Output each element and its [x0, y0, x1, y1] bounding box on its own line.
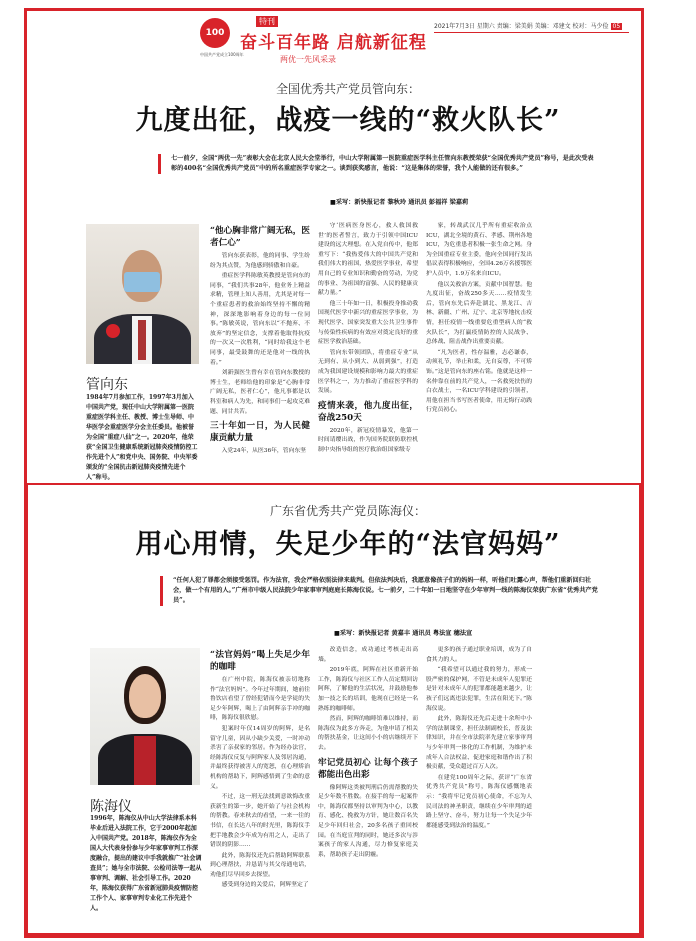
masthead-title: 奋斗百年路 启航新征程 [240, 33, 427, 53]
story1-portrait [86, 224, 199, 364]
story2-paragraph: 在建党100周年之际，获评“广东省优秀共产党员”称号，陈海仪感慨地表示：“我将牢记党员初心使命，不忘为人民司法的神圣职责，继续在少年审判的道路上坚守、奋斗，努力让每一个失足少年都能感受到法治的温度。” [426, 774, 532, 829]
story1-paragraph: 管向东带领团队，将重症专业“从无到有、从小到大、从弱到强”，打造成为我国建设规模和影响力最大的重症医学科之一，为力推动了重症医学科的发展。 [318, 349, 418, 395]
story2-headline: 用心用情，失足少年的“法官妈妈” [135, 529, 561, 560]
story2-lead: “任何人犯了罪都会须接受惩罚。作为法官，我会严格依照法律来裁判。但依法判决后，我愿意像孩子们的妈妈一样，听他们吐露心声，帮他们重新回归社会，做一个有用的人。”广州市中级人民法院少年家事审判庭庭长陈海仪说。七一前夕，二十年如一日地坚守在少年审判一线的陈海仪荣获广东省“优秀共产党员”。 [160, 576, 598, 606]
story2-paragraph: 此外，陈海仪还先后帮助阿辉联系到心理帮扶，并恳请与其父母通电话，劝他们尽早回乡去探望。 [210, 852, 310, 878]
robe-collar [134, 736, 156, 785]
story1-column-2 [318, 222, 418, 480]
story1-subhead-2: 三十年如一日，为人民健康贡献力量 [210, 421, 310, 444]
story1-subhead-3: 疫情来袭，他九度出征，奋战250天 [318, 400, 418, 423]
story2-kicker: 广东省优秀共产党员陈海仪： [269, 504, 426, 518]
special-edition-badge: 特刊 [256, 16, 278, 27]
story2-column-3 [426, 646, 532, 931]
story1-subhead-1: “他心胸非常广阔无私，医者仁心” [210, 226, 310, 248]
story1-headline: 九度出征，战疫一线的“救火队长” [135, 105, 561, 136]
story1-column-3 [426, 222, 532, 480]
story2-paragraph: 更多的孩子通过职业培训，成为了自食其力的人。 [426, 647, 532, 663]
story2-paragraph: 感受到身边的关爱后，阿辉坚定了 [221, 882, 309, 889]
story1-paragraph: 入党24年，从医36年，管向东坚 [221, 448, 306, 455]
story2-portrait [90, 648, 200, 785]
dateline-text: 2021年7月3日 星期六 责编：梁美娟 美编：邓建文 校对：马少俭 [434, 23, 609, 30]
story1-name: 管向东 [86, 377, 128, 393]
story1-byline: ■采写：新快报记者 黎秋玲 通讯员 彭福祥 梁嘉莉 [330, 199, 469, 206]
page-number: 05 [612, 23, 621, 30]
story1-paragraph: 守‘医病医身医心，救人救国救世’的医者誓言，致力于引领中国ICU建设的远大理想。在入党自传中，他郑重写下：“我热爱伟大的中国共产党和我们伟大的祖国，热爱医学事业，希望用自己的专业知识和勤奋的劳动，为党的事业、为祖国的富强、人民的健康贡献力量。” [318, 223, 418, 297]
story2-paragraph: 不过，这一刑无法找到意欲悔改重获新生的第一步，她开始了与社会机构的帮教。春来秋去的看望，一来一往的书信，在长达八年的时光里，陈海仪手把手地教会少年成为有用之人，走出了错误的阴影…… [210, 794, 310, 849]
story1-paragraph: 他以关救治方案，贡献中国智慧。他九度出征，奋战250多天……疫情发生后，管向东先后奔赴湖北、黑龙江、吉林、新疆、广州、辽宁、北京等地抗击疫情，担任疫情一线重要危重型病人的“救火队长”，为打赢疫情防控的人民战争、总体战、阻击战作出重要贡献。 [426, 281, 532, 346]
story2-bio: 1996年，陈海仪从中山大学法律系本科毕业后进入法院工作，它于2000年起加入中国共产党。2018年，陈海仪作为全国人大代表身份参与少年家事审判工作深度融合，提出的建议中手我就推广“社会调查员”；她与全市法院、公检司法等一起从事审判、调解、社会引导工作。2020年，陈海仪获得广东省新冠肺炎疫情防控工作个人、家事审判专业化工作先进个人。 [90, 815, 202, 912]
story2-paragraph: 改造信念，成功通过考核走出高墙。 [318, 647, 418, 663]
face-mask-icon [124, 272, 160, 292]
story2-name: 陈海仪 [90, 799, 132, 815]
story2-subhead-1: “法官妈妈”喝上失足少年的咖啡 [210, 650, 310, 672]
story1-bio: 1984年7月参加工作，1997年3月加入中国共产党，现任中山大学附属第一医院重症医学科主任、教授、博士生导师、中华医学会重症医学分会主任委员。他被誉为全国“重症八仙”之一。2020年，他荣获“全国卫生健康系统新冠肺炎疫情防控工作先进个人”和党中央、国务院、中央军委颁发的“全国抗击新冠肺炎疫情先进个人”称号。 [86, 394, 198, 481]
story1-paragraph: 2020年，新冠疫情暴发，他第一时间请缨出战，作为国务院联防联控机制中央指导组的医疗救治组国家级专 [318, 427, 418, 453]
story2-paragraph: 2019年底，阿辉在社区重新开始工作，陈海仪与社区工作人员定期回访阿辉，了解他的生活状况，并鼓励他参加一技之长的培训，他现在已经是一名熟练的咖啡师。 [318, 667, 418, 712]
tie [138, 320, 146, 360]
story1-column-1 [210, 222, 310, 480]
story1-paragraph: 家，转战武汉几乎所有重症收治点ICU，湖北全境的黄石、孝感、荆州各地ICU，为危重患者积极一张生命之网。身为全国重症专业主委，他向全国同行发出倡议表得积极响应，全国4.26万名援鄂医护人员中，1.9万名来自ICU。 [426, 223, 532, 277]
logo-caption: 中国共产党成立100周年 [200, 52, 244, 57]
story1-paragraph: 管向东获表彰，他的同事、学生纷纷为其点赞，为他感到骄傲和自豪。 [210, 253, 310, 269]
masthead-subtitle: 两优一先风采录 [280, 55, 336, 64]
story1-paragraph: “凡为医者，性存温雅，志必谦恭，动须礼节，举止和柔，无自妄尊，不可矫饰。”这是管向东的座右铭。他就是这样一名仲靠在前的共产党人，一名救死扶伤的白衣战士，一名ICU学科建设的引领者，用他在担当书写医者使命，用无悔行动践行党员初心。 [426, 349, 532, 414]
masthead [200, 14, 460, 72]
story2-column-1 [210, 646, 310, 931]
centenary-logo: 100 [200, 18, 230, 48]
story2-paragraph: 在广州中院，陈海仪被亲切地称作“法官妈妈”。今年过年期间，她前往鲁饮店看望了曾经犯错而今是学徒的失足少年阿辉，喝上了由阿辉亲手冲的咖啡，陈海仪很欣慰。 [210, 677, 310, 722]
story2-byline: ■采写：新快报记者 黄嘉丰 通讯员 粤法宣 穗法宣 [334, 630, 473, 637]
story2-paragraph: 犯案时年仅14周岁的阿辉，是名留守儿童，因从小缺少关爱，一时冲动杀害了亲叔家的邻居。作为经办法官，经陈海仪反复与阿辉家人及邻居沟通，并最终获得被害人的宽恕，在心理矫治机构的帮助下，阿辉感悟到了生命的意义。 [210, 725, 310, 790]
story1-paragraph: 刘新强医生曾有幸在管向东教授的博士生，老师给他的印象是“心胸非常广阔无私，医者仁心”，他凡事都是以科室和病人为先，和同事们一起攻克难题、同甘共苦。 [210, 370, 310, 415]
story1-paragraph: 重症医学科陈敏英教授是管向东的同事，“我们共事28年，他业务上精益求精，管理上知人善用，尤其是对每一个重症患者的救治始终坚持不懈的精神，深深地影响着身边的每一位同事。”陈敏英说，管向东以“不抛弃、不放弃”的坚定信念，支撑着他取得抗疫的一次又一次胜利，“同时给我这个老同事，最受鼓舞的还是他对一线的执着。” [210, 273, 310, 366]
story2-column-2 [318, 646, 418, 931]
red-flower-icon [106, 324, 120, 338]
story2-paragraph: 像阿辉这类被判刑后仍需帮教的失足少年数不胜数。在接手的每一起案件中，陈海仪都坚持以审判为中心，以教育、感化、挽救为方针，她让数百名失足少年回归社会，20多名孩子重回校园。在当庭宣判的同时，她还多次与涉案孩子的家人沟通，尽力修复家庭关系，帮助孩子走出阴霾。 [318, 784, 418, 858]
story1-paragraph: 他三十年如一日，积极投身推动我国现代医学中新兴的重症医学事业，为现代医学、国家突发重大公共卫生事件与传染性疾病的有效应对奠定良好的重症医学救治基础。 [318, 300, 418, 346]
story2-paragraph: “我希望可以通过我的努力，形成一股严密的保护网，不管是未成年人犯罪还是针对未成年人的犯罪都能越来越少，让孩子们远离违法犯罪，生活在阳光下。”陈海仪说。 [426, 667, 532, 712]
story2-paragraph: 然而，阿辉的咖啡馆难以维持，而陈海仪为此多方奔走，为他申请了相关的帮扶基金，让这间小小的店继续开下去。 [318, 716, 418, 751]
story1-kicker: 全国优秀共产党员管向东： [275, 82, 420, 96]
story2-subhead-2: 牢记党员初心 让每个孩子都能出色出彩 [318, 757, 418, 780]
story2-paragraph: 此外，陈海仪还先后走进十余所中小学的法制课堂，担任法制副校长，普及法律知识，并在全市法院率先建立家事审判与少年审判一体化的工作机制，为维护未成年人合法权益、促进家庭和谐作出了积极贡献，受众超过百万人次。 [426, 716, 532, 771]
dateline [434, 21, 629, 33]
story1-lead: 七一前夕，全国“两优一先”表彰大会在北京人民大会堂举行，中山大学附属第一医院重症医学科主任管向东教授荣获“全国优秀共产党员”称号，是此次受表彰的400名“全国优秀共产党员”中的所名重症医学专家之一。谈到获奖感言，他说：“这是集体的荣誉，我个人能做的还有很多。” [158, 154, 598, 174]
